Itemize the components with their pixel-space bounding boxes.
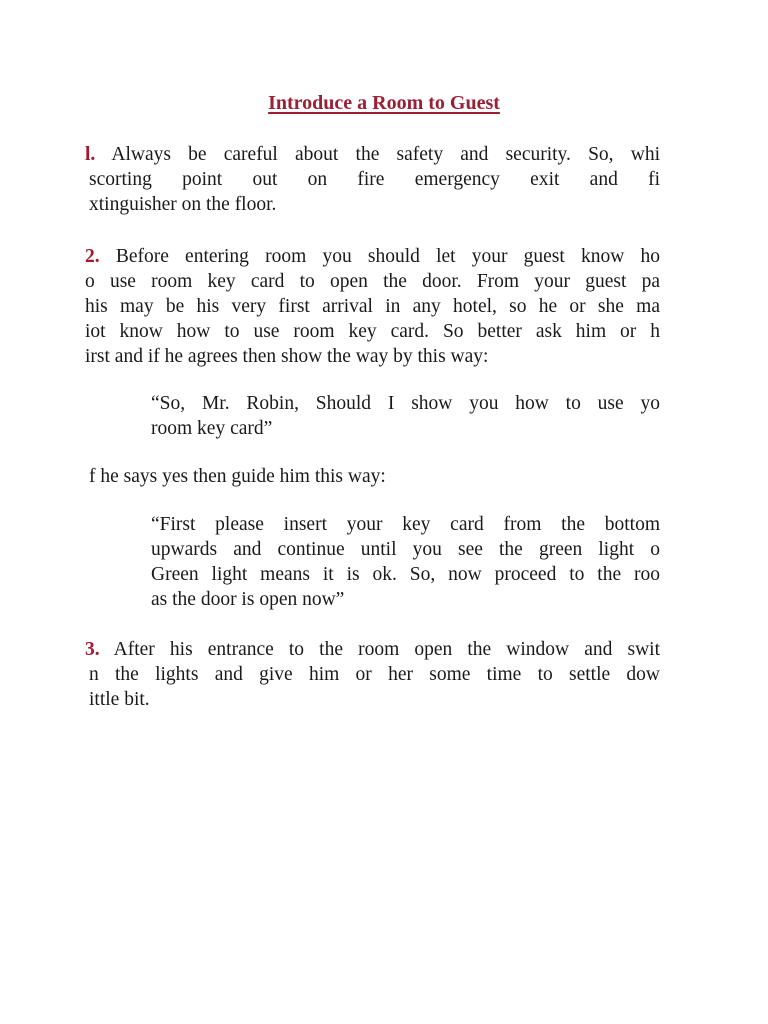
item-3-line-2: n the lights and give him or her some time to settle dow [89,664,660,685]
document-title: Introduce a Room to Guest [268,92,500,114]
quote-1-line-2: room key card” [151,418,273,439]
item-2-line-2: o use room key card to open the door. From your guest pa [85,271,660,292]
quote-2-line-3: Green light means it is ok. So, now proceed to the roo [151,564,660,585]
quote-2-line-2: upwards and continue until you see the green light o [151,539,660,560]
item-2-line-3: his may be his very first arrival in any hotel, so he or she ma [85,296,660,317]
item-3-line-1: 3. After his entrance to the room open the window and swit [85,639,660,660]
quote-2-line-1: “First please insert your key card from the bottom [151,514,660,535]
item-1-line-3: xtinguisher on the floor. [89,194,277,215]
item-1-line-2: scorting point out on fire emergency exit and fi [89,169,660,190]
quote-2-line-4: as the door is open now” [151,589,345,610]
quote-1-line-1: “So, Mr. Robin, Should I show you how to use yo [151,393,660,414]
item-2-line-5: irst and if he agrees then show the way by this way: [85,346,489,367]
item-1-line-1: l. Always be careful about the safety and security. So, whi [85,144,660,165]
item-2-line-1: 2. Before entering room you should let your guest know ho [85,246,660,267]
item-3-line-3: ittle bit. [89,689,150,710]
guide-intro: f he says yes then guide him this way: [89,466,386,487]
item-2-line-4: iot know how to use room key card. So better ask him or h [85,321,660,342]
